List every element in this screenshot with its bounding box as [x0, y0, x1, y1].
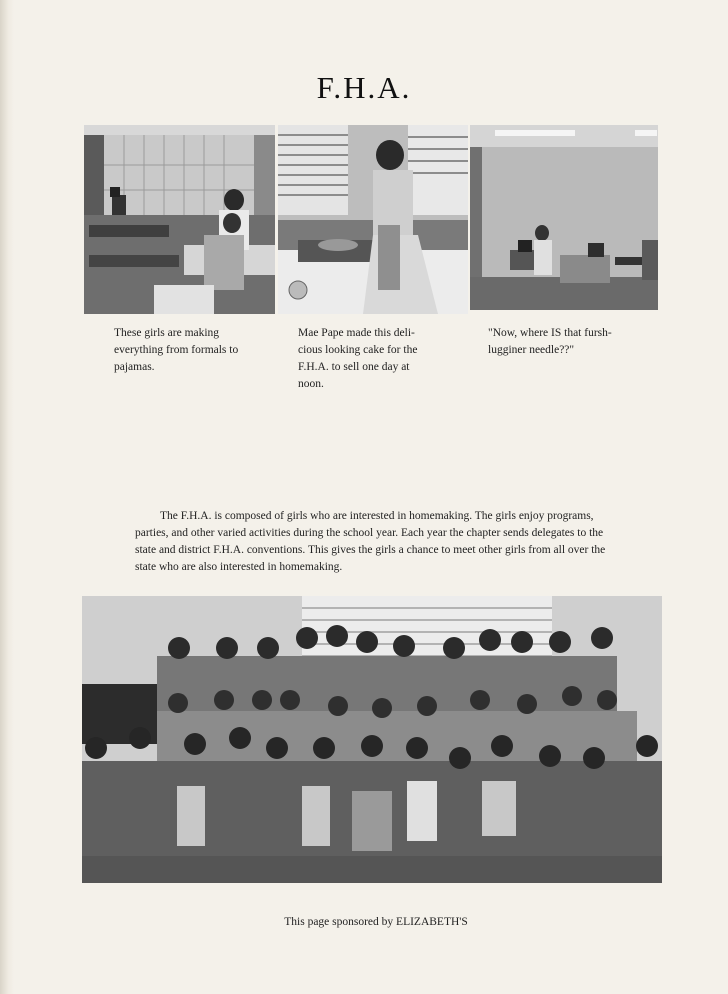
- page-title: F.H.A.: [316, 70, 412, 105]
- sewing-class-photo: [84, 125, 275, 314]
- caption-sewing-class: These girls are making everything from formals to pajamas.: [114, 327, 239, 373]
- cake-kitchen-photo: [278, 125, 468, 314]
- fha-description: The F.H.A. is composed of girls who are interested in homemaking. The girls enjoy programs, parties, and other varied activities during the school year. Each year the chapter sends delegates to the state and district F.H.A. conventions. This gives the girls a chance to meet other girls from all over the state who are also interested in homemaking.: [135, 510, 606, 573]
- caption-cake: Mae Pape made this deli- cious looking cake for the F.H.A. to sell one day at noon.: [298, 327, 418, 390]
- caption-needle: "Now, where IS that fursh- lugginer needle??": [488, 327, 612, 356]
- page-binding-edge: [0, 0, 14, 994]
- fha-group-photo: [82, 596, 662, 883]
- sewing-room-photo: [470, 125, 658, 310]
- sponsor-credit: This page sponsored by ELIZABETH'S: [284, 916, 468, 928]
